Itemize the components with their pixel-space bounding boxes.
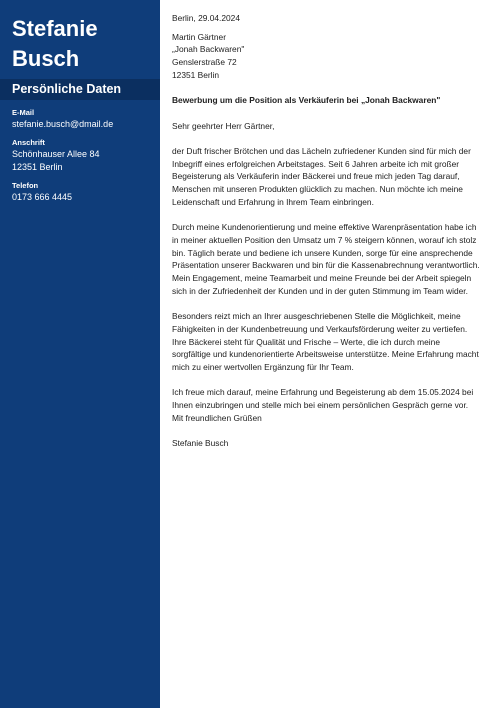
paragraph-line: bin. Täglich berate und bediene ich unsere Kunden, sorge für eine ansprechende — [172, 247, 473, 258]
paragraph-2 — [172, 221, 488, 297]
paragraph-line: mich zu einer wertvollen Ergänzung für Ihr Team. — [172, 361, 354, 372]
recipient-line: 12351 Berlin — [172, 69, 220, 80]
letter-subject: Bewerbung um die Position als Verkäuferin bei „Jonah Backwaren" — [172, 95, 441, 106]
address-line-street: Schönhauser Allee 84 — [12, 149, 100, 159]
recipient-address — [172, 31, 488, 82]
email-value: stefanie.busch@dmail.de — [12, 119, 114, 129]
personal-data-title: Persönliche Daten — [12, 82, 122, 96]
paragraph-line: Leidenschaft und Erfahrung in Ihrem Team einbringen. — [172, 196, 374, 207]
salutation: Sehr geehrter Herr Gärtner, — [172, 120, 275, 131]
paragraph-line: Präsentation unserer Backwaren und bin für die Kassenabrechnung verantwortlich. — [172, 260, 480, 271]
letter-body — [172, 12, 488, 450]
applicant-name — [12, 14, 157, 74]
paragraph-line: in meiner aktuellen Position den Umsatz um 7 % steigern können, worauf ich stolz — [172, 234, 477, 245]
recipient-line: Genslerstraße 72 — [172, 57, 237, 68]
letter-date: Berlin, 29.04.2024 — [172, 13, 240, 23]
paragraph-line: Besonders reizt mich an Ihrer ausgeschriebenen Stelle die Möglichkeit, meine — [172, 311, 461, 322]
paragraph-line: Fähigkeiten in der Kundenbetreuung und Verkaufsförderung weiter zu vertiefen. — [172, 323, 468, 334]
paragraph-line: sich in der Zufriedenheit der Kunden und in der guten Stimmung im Team wider. — [172, 285, 468, 296]
email-label: E-Mail — [12, 108, 35, 117]
phone-label: Telefon — [12, 181, 39, 190]
personal-data-header — [0, 79, 160, 100]
recipient-line: Martin Gärtner — [172, 31, 226, 42]
address-line-city: 12351 Berlin — [12, 162, 63, 172]
paragraph-line: Mein Engagement, meine Teamarbeit und meine Freunde bei der Arbeit spiegeln — [172, 273, 472, 283]
phone-value: 0173 666 4445 — [12, 192, 73, 202]
paragraph-line: Ich freue mich darauf, meine Erfahrung und Begeisterung ab dem 15.05.2024 bei — [172, 387, 474, 398]
recipient-line: „Jonah Backwaren" — [172, 44, 245, 55]
closing: Mit freundlichen Grüßen — [172, 412, 262, 423]
paragraph-line: Menschen mit unseren Produkten glücklich zu machen. Nun möchte ich meine — [172, 184, 463, 195]
applicant-first-name: Stefanie — [12, 16, 98, 41]
paragraph-line: Begeisterung als Verkäuferin inder Bäckerei und freue mich jeden Tag darauf, — [172, 171, 460, 182]
address-block — [12, 138, 157, 174]
paragraph-4 — [172, 386, 488, 411]
applicant-last-name: Busch — [12, 46, 80, 71]
paragraph-line: der Duft frischer Brötchen und das Lächeln zufriedener Kunden sind für mich der — [172, 145, 471, 156]
sidebar — [0, 0, 160, 708]
paragraph-line: Durch meine Kundenorientierung und meine effektive Warenpräsentation habe ich — [172, 222, 477, 233]
email-block — [12, 108, 157, 131]
paragraph-3 — [172, 310, 488, 374]
paragraph-line: sorgfältige und kundenorientierte Arbeitsweise unterstütze. Meine Erfahrung macht — [172, 349, 479, 360]
signature: Stefanie Busch — [172, 438, 229, 449]
address-label: Anschrift — [12, 138, 45, 147]
paragraph-1 — [172, 145, 488, 209]
paragraph-line: Inbegriff eines erfolgreichen Arbeitstages. Seit 6 Jahren arbeite ich mit großer — [172, 158, 460, 169]
phone-block — [12, 181, 157, 204]
paragraph-line: Ihre Bäckerei steht für Qualität und Frische – Werte, die ich durch meine — [172, 336, 440, 347]
paragraph-line: Ihnen einzubringen und stelle mich bei einem persönlichen Gespräch gerne vor. — [172, 400, 469, 410]
